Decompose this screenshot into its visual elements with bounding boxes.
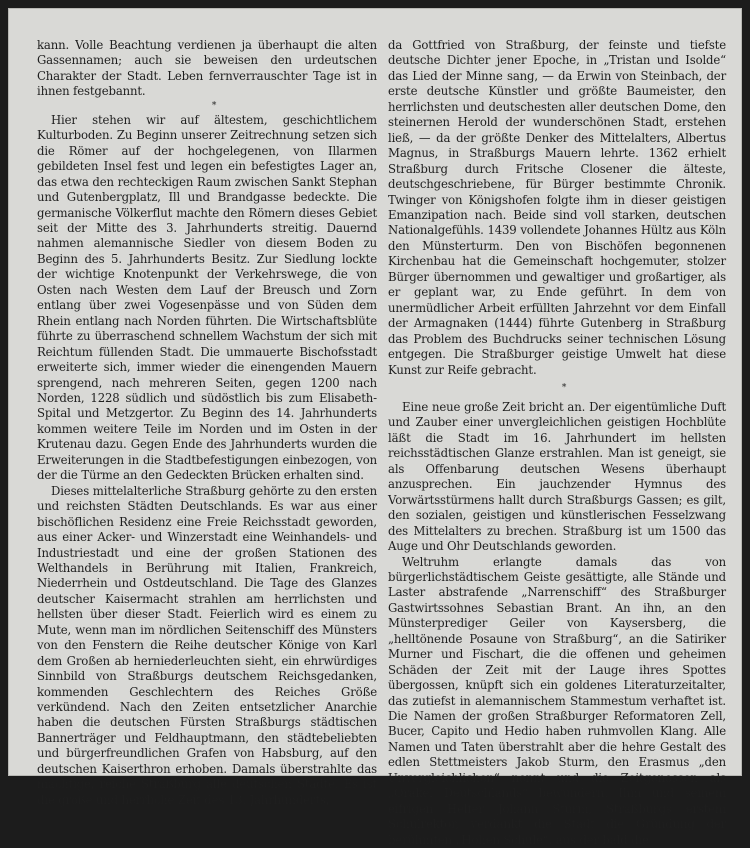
left-text-column [37,38,377,808]
paragraph: Weltruhm erlangte damals das von bürgerlichstädtischem Geiste gesättigte, alle Stände und Laster abstrafende „Narrenschiff“ des Straßburger Gastwirtssohnes Sebastian Brant. An ihn, an den Münsterprediger Geiler von Kaysersberg, die „helltönende Posaune von Straßburg“, an die Satiriker Murner und Fischart, die die offenen und geheimen Schäden der Zeit mit der Lauge ihres Spottes übergossen, knüpft sich ein goldenes Literaturzeitalter, das zutiefst in alemannischem Stammestum verhaftet ist. Die Namen der großen Straßburger Reformatoren Zell, Bucer, Capito und Hedio haben ruhmvollen Klang. Alle Namen und Taten überstrahlt aber die hehre Gestalt des edlen Stettmeisters Jakob Sturm, den Erasmus „den Unvergleichlichen“ nennt und die Zeitgenossen als „Orakel Deutschlands“ bewundern. Ihm und seinem eifrigen Helfer Johann Sturm, Straßburgs erstem Schulrektor, verdankt die Stadt die Gründung der berühmten „Hohen Schule“, aus der bald die [388,555,726,848]
section-divider-star: * [388,382,726,395]
section-divider-star: * [37,100,377,113]
paragraph: Dieses mittelalterliche Straßburg gehörte zu den ersten und reichsten Städten Deutschlands. Es war aus einer bischöflichen Residenz eine Freie Reichsstadt geworden, aus einer Acker- und Winzerstadt eine Weinhandels- und Industriestadt und eine der großen Stationen des Welthandels in Berührung mit Italien, Frankreich, Niederrhein und Ostdeutschland. Die Tage des Glanzes deutscher Kaisermacht strahlen am herrlichsten und hellsten über dieser Stadt. Feierlich wird es einem zu Mute, wenn man im nördlichen Seitenschiff des Münsters von den Fenstern die Reihe deutscher Könige von Karl dem Großen ab herniederleuchten sieht, ein ehrwürdiges Sinnbild von Straßburgs deutschem Reichsgedanken, kommenden Geschlechtern des Reiches Größe verkündend. Nach den Zeiten entsetzlicher Anarchie haben die deutschen Fürsten Straßburgs städtischen Bannerträger und Feldhauptmann, den städtebeliebten und bürgerfreundlichen Grafen von Habsburg, auf den deutschen Kaiserthron erhoben. Damals überstrahlte das mächtige, reiche Straßburg alle deutschen Städte. Es ist die große und herrliche Zeit des 13. Jahrhunderts, [37,484,377,809]
paragraph: kann. Volle Beachtung verdienen ja überhaupt die alten Gassennamen; auch sie beweisen den urdeutschen Charakter der Stadt. Leben fernverrauschter Tage ist in ihnen festgebannt. [37,38,377,100]
paragraph: Hier stehen wir auf ältestem, geschichtlichem Kulturboden. Zu Beginn unserer Zeitrechnung setzen sich die Römer auf der hochgelegenen, von Illarmen gebildeten Insel fest und legen ein befestigtes Lager an, das etwa den rechteckigen Raum zwischen Sankt Stephan und Gutenbergplatz, Ill und Brandgasse bedeckte. Die germanische Völkerflut machte den Römern dieses Gebiet seit der Mitte des 3. Jahrhunderts streitig. Dauernd nahmen alemannische Siedler von diesem Boden zu Beginn des 5. Jahrhunderts Besitz. Zur Siedlung lockte der wichtige Knotenpunkt der Verkehrswege, die von Osten nach Westen dem Lauf der Breusch und Zorn entlang über zwei Vogesenpässe und von Süden dem Rhein entlang nach Norden führten. Die Wirtschaftsblüte führte zu überraschend schnellem Wachstum der sich mit Reichtum füllenden Stadt. Die ummauerte Bischofsstadt erweiterte sich, immer wieder die einengenden Mauern sprengend, nach mehreren Seiten, gegen 1200 nach Norden, 1228 südlich und südöstlich bis zum Elisabeth-Spital und Metzgertor. Zu Beginn des 14. Jahrhunderts kommen weitere Teile im Norden und im Osten in der Krutenau dazu. Gegen Ende des Jahrhunderts wurden die Erweiterungen in die Stadtbefestigungen einbezogen, von der die Türme an den Gedeckten Brücken erhalten sind. [37,113,377,484]
right-text-column [388,38,726,848]
paragraph: da Gottfried von Straßburg, der feinste und tiefste deutsche Dichter jener Epoche, in „Tristan und Isolde“ das Lied der Minne sang, — da Erwin von Steinbach, der erste deutsche Künstler und größte Baumeister, den herrlichsten und deutschesten aller deutschen Dome, den steinernen Herold der wunderschönen Stadt, erstehen ließ, — da der größte Denker des Mittelalters, Albertus Magnus, in Straßburgs Mauern lehrte. 1362 erhielt Straßburg durch Fritsche Closener die älteste, deutschgeschriebene, für Bürger bestimmte Chronik. Twinger von Königshofen folgte ihm in dieser geistigen Emanzipation nach. Beide sind voll starken, deutschen Nationalgefühls. 1439 vollendete Johannes Hültz aus Köln den Münsterturm. Den von Bischöfen begonnenen Kirchenbau hat die Gemeinschaft hochgemuter, stolzer Bürger übernommen und gewaltiger und großartiger, als er geplant war, zu Ende geführt. In dem von unermüdlicher Arbeit erfüllten Jahrzehnt vor dem Einfall der Armagnaken (1444) führte Gutenberg in Straßburg das Problem des Buchdrucks seiner technischen Lösung entgegen. Die Straßburger geistige Umwelt hat diese Kunst zur Reife gebracht. [388,38,726,378]
paragraph: Eine neue große Zeit bricht an. Der eigentümliche Duft und Zauber einer unvergleichlichen geistigen Hochblüte läßt die Stadt im 16. Jahrhundert im hellsten reichsstädtischen Glanze erstrahlen. Man ist geneigt, sie als Offenbarung deutschen Wesens überhaupt anzusprechen. Ein jauchzender Hymnus des Vorwärtsstürmens hallt durch Straßburgs Gassen; es gilt, den sozialen, geistigen und künstlerischen Fesselzwang des Mittelalters zu brechen. Straßburg ist um 1500 das Auge und Ohr Deutschlands geworden. [388,400,726,555]
book-page [8,8,742,776]
